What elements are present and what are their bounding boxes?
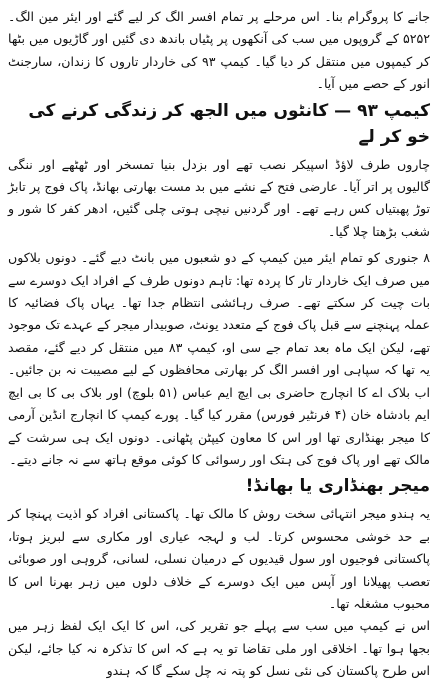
paragraph-loudspeakers: چاروں طرف لاؤڈ اسپیکر نصب تھے اور بزدل بنیا تمسخر اور ٹھٹھے اور ننگی گالیوں پر اتر آیا۔ عارضی فتح کے نشے میں بد مست بھارتی بھانڈ، پاک فوج پر تابڑ توڑ پھبتیاں کس رہے تھے۔ اور گردنیں نیچی ہوتی چلی گئیں، ادھر کفر کا شور و شغب بڑھتا چلا گیا۔ — [8, 156, 430, 239]
paragraph-january-8: ۸ جنوری کو تمام ایئر مین کیمپ کے دو شعبوں میں بانٹ دیے گئے۔ دونوں بلاکوں میں صرف ایک خاردار تار کا پردہ تھا: تاہم دونوں طرف کے افراد ایک دوسرے سے بات چیت کر سکتے تھے۔ صرف رہائشی انتظام جدا تھا۔ یہاں پاک فضائیہ کا عملہ پہنچنے سے قبل پاک فوج کے متعدد یونٹ، صوبیدار میجر کے عہدے تک موجود تھے، لیکن ایک ماہ بعد تمام جے سی او، کیمپ ۸۳ میں منتقل کر دیے گئے، مقصد یہ تھا کہ سپاہی اور افسر الگ کر بھارتی محافظوں کے لیے مصیبت نہ بن جائیں۔ اب بلاک اے کا انچارج حاضری بی ایچ ایم عباس (۵۱ بلوچ) اور بلاک بی کا بی ایچ ایم بادشاہ خان (۴ فرنٹیر فورس) مقرر کیا گیا۔ پورے کیمپ کا انچارج انڈین آرمی کا میجر بھنڈاری تھا اور اس کا معاون کیپٹن پٹھانی۔ دونوں ایک ہی سرشت کے مالک تھے اور پاک فوج کی ہتک اور رسوائی کا کوئی موقع ہاتھ سے نہ جانے دیتے۔ — [8, 250, 431, 467]
paragraph-hindu-major: یہ ہندو میجر انتہائی سخت روش کا مالک تھا۔ پاکستانی افراد کو اذیت پہنچا کر بے حد خوشی محسوس کرتا۔ لب و لہجہ عیاری اور مکاری سے لبریز ہوتا، پاکستانی فوجیوں اور سول قیدیوں کے درمیان نسلی، لسانی، گروہی اور صوبائی تعصب پھیلانا اور آپس میں ایک دوسرے کے خلاف دلوں میں زہر بھرنا اس کا محبوب مشغلہ تھا۔ — [8, 506, 430, 611]
paragraph-intro: جانے کا پروگرام بنا۔ اس مرحلے پر تمام افسر الگ کر لیے گئے اور ایئر مین الگ۔ ۵۲۵۲ کے گروپوں میں سب کی آنکھوں پر پٹیاں باندھ دی گئیں اور گاڑیوں میں بٹھا کر کیمپوں میں منتقل کر دیا گیا۔ کیمپ ۹۳ کی خاردار تاروں کا زندان، سارجنٹ انور کے حصے میں آیا۔ — [8, 9, 430, 92]
section-heading-camp-93: کیمپ ۹۳ — کانٹوں میں الجھ کر زندگی کرنے کی خو کر لے — [28, 100, 430, 147]
section-heading-major-bhandari: میجر بھنڈاری یا بھانڈ! — [245, 476, 430, 497]
paragraph-first-speech: اس نے کیمپ میں سب سے پہلے جو تقریر کی، اس کا ایک ایک لفظ زہر میں بجھا ہوا تھا۔ اخلاقی اور ملی تقاضا تو یہ ہے کہ اس کا تذکرہ نہ کیا جائے، لیکن اس طرح پاکستان کی نئی نسل کو پتہ نہ چل سکے گا کہ ہندو — [8, 618, 430, 679]
